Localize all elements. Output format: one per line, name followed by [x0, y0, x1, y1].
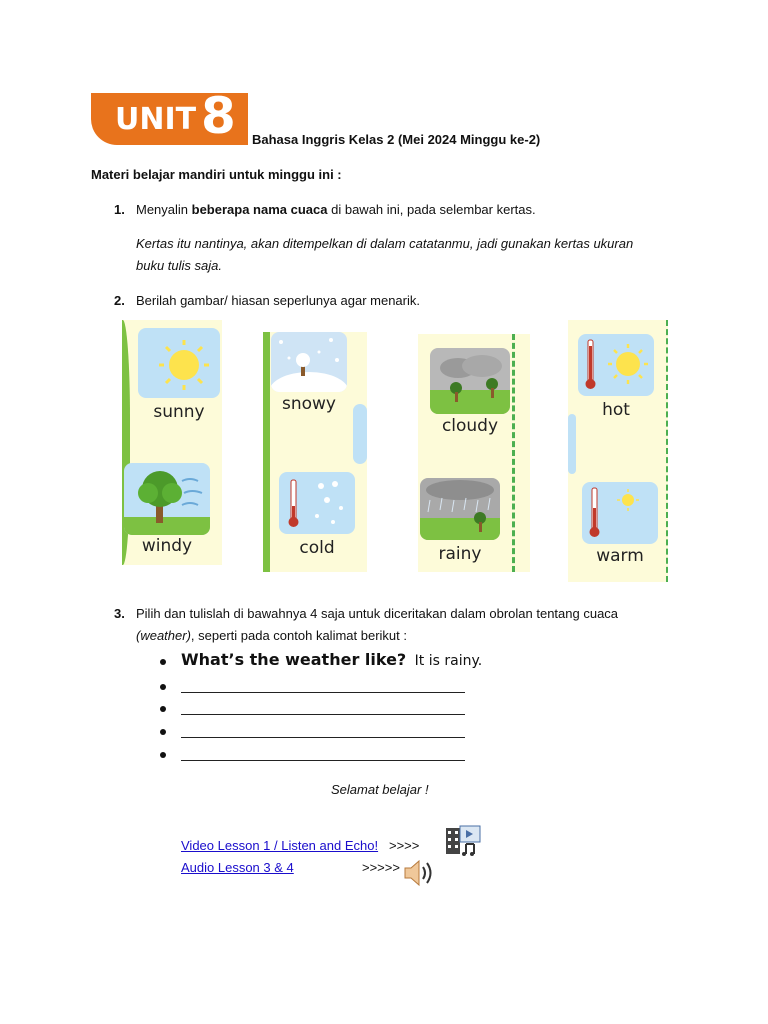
item3-number: 3.: [114, 606, 125, 621]
unit-word: UNIT: [115, 102, 197, 137]
tree-icon: [124, 463, 210, 535]
example-sentence: What’s the weather like? It is rainy.: [181, 650, 483, 669]
weather-strip-1: [122, 320, 222, 565]
intro-text: Materi belajar mandiri untuk minggu ini :: [91, 167, 342, 182]
bullet: [160, 729, 166, 735]
snowy-label: snowy: [282, 394, 336, 414]
cloud-icon: [430, 348, 510, 414]
snow-scene-icon: [271, 332, 347, 392]
answer-line-4[interactable]: [181, 760, 465, 761]
item1-note-2: buku tulis saja.: [136, 258, 222, 273]
page-title: Bahasa Inggris Kelas 2 (Mei 2024 Minggu ke-2): [252, 132, 541, 147]
cold-tile: [279, 472, 355, 534]
unit-badge: [91, 93, 248, 145]
rainy-label: rainy: [438, 544, 482, 564]
bullet: [160, 752, 166, 758]
audio-lesson-link[interactable]: Audio Lesson 3 & 4: [181, 860, 294, 875]
audio-arrows: >>>>>: [362, 860, 400, 875]
item3-text-2: (weather), seperti pada contoh kalimat berikut :: [136, 628, 407, 643]
answer-line-3[interactable]: [181, 737, 465, 738]
bullet: [160, 706, 166, 712]
item1-number: 1.: [114, 202, 125, 217]
weather-strip-3: [418, 334, 530, 572]
snowy-tile: [271, 332, 347, 392]
item2-text: Berilah gambar/ hiasan seperlunya agar menarik.: [136, 293, 420, 308]
item2-number: 2.: [114, 293, 125, 308]
speaker-icon[interactable]: [403, 858, 433, 888]
thermometer-sun-icon: [578, 334, 654, 396]
bullet: [160, 659, 166, 665]
tile-edge: [568, 414, 576, 474]
thermometer-snowflake-icon: [279, 472, 355, 534]
item3-text-1: Pilih dan tulislah di bawahnya 4 saja untuk diceritakan dalam obrolan tentang cuaca: [136, 606, 619, 621]
sunny-tile: [138, 328, 220, 398]
cloudy-tile: [430, 348, 510, 414]
item1-text: Menyalin beberapa nama cuaca di bawah ini, pada selembar kertas.: [136, 202, 536, 217]
item1-note-1: Kertas itu nantinya, akan ditempelkan di dalam catatanmu, jadi gunakan kertas ukuran: [136, 236, 634, 251]
rainy-tile: [420, 478, 500, 540]
thermometer-edge: [353, 404, 367, 464]
thermometer-small-sun-icon: [582, 482, 658, 544]
unit-number: 8: [201, 93, 236, 145]
warm-tile: [582, 482, 658, 544]
rain-icon: [420, 478, 500, 540]
video-arrows: >>>>: [389, 838, 420, 853]
warm-label: warm: [596, 546, 644, 566]
windy-label: windy: [141, 536, 193, 556]
weather-strip-2: [263, 332, 367, 572]
cold-label: cold: [299, 538, 335, 558]
answer-line-1[interactable]: [181, 692, 465, 693]
bullet: [160, 684, 166, 690]
windy-tile: [124, 463, 210, 535]
video-film-icon[interactable]: [444, 822, 484, 856]
video-lesson-link[interactable]: Video Lesson 1 / Listen and Echo!: [181, 838, 379, 853]
sun-icon: [138, 328, 220, 398]
closing-text: Selamat belajar !: [331, 782, 429, 797]
hot-label: hot: [602, 400, 630, 420]
answer-line-2[interactable]: [181, 714, 465, 715]
hot-tile: [578, 334, 654, 396]
cloudy-label: cloudy: [441, 416, 499, 436]
weather-strip-4: [568, 320, 668, 582]
sunny-label: sunny: [153, 402, 205, 422]
